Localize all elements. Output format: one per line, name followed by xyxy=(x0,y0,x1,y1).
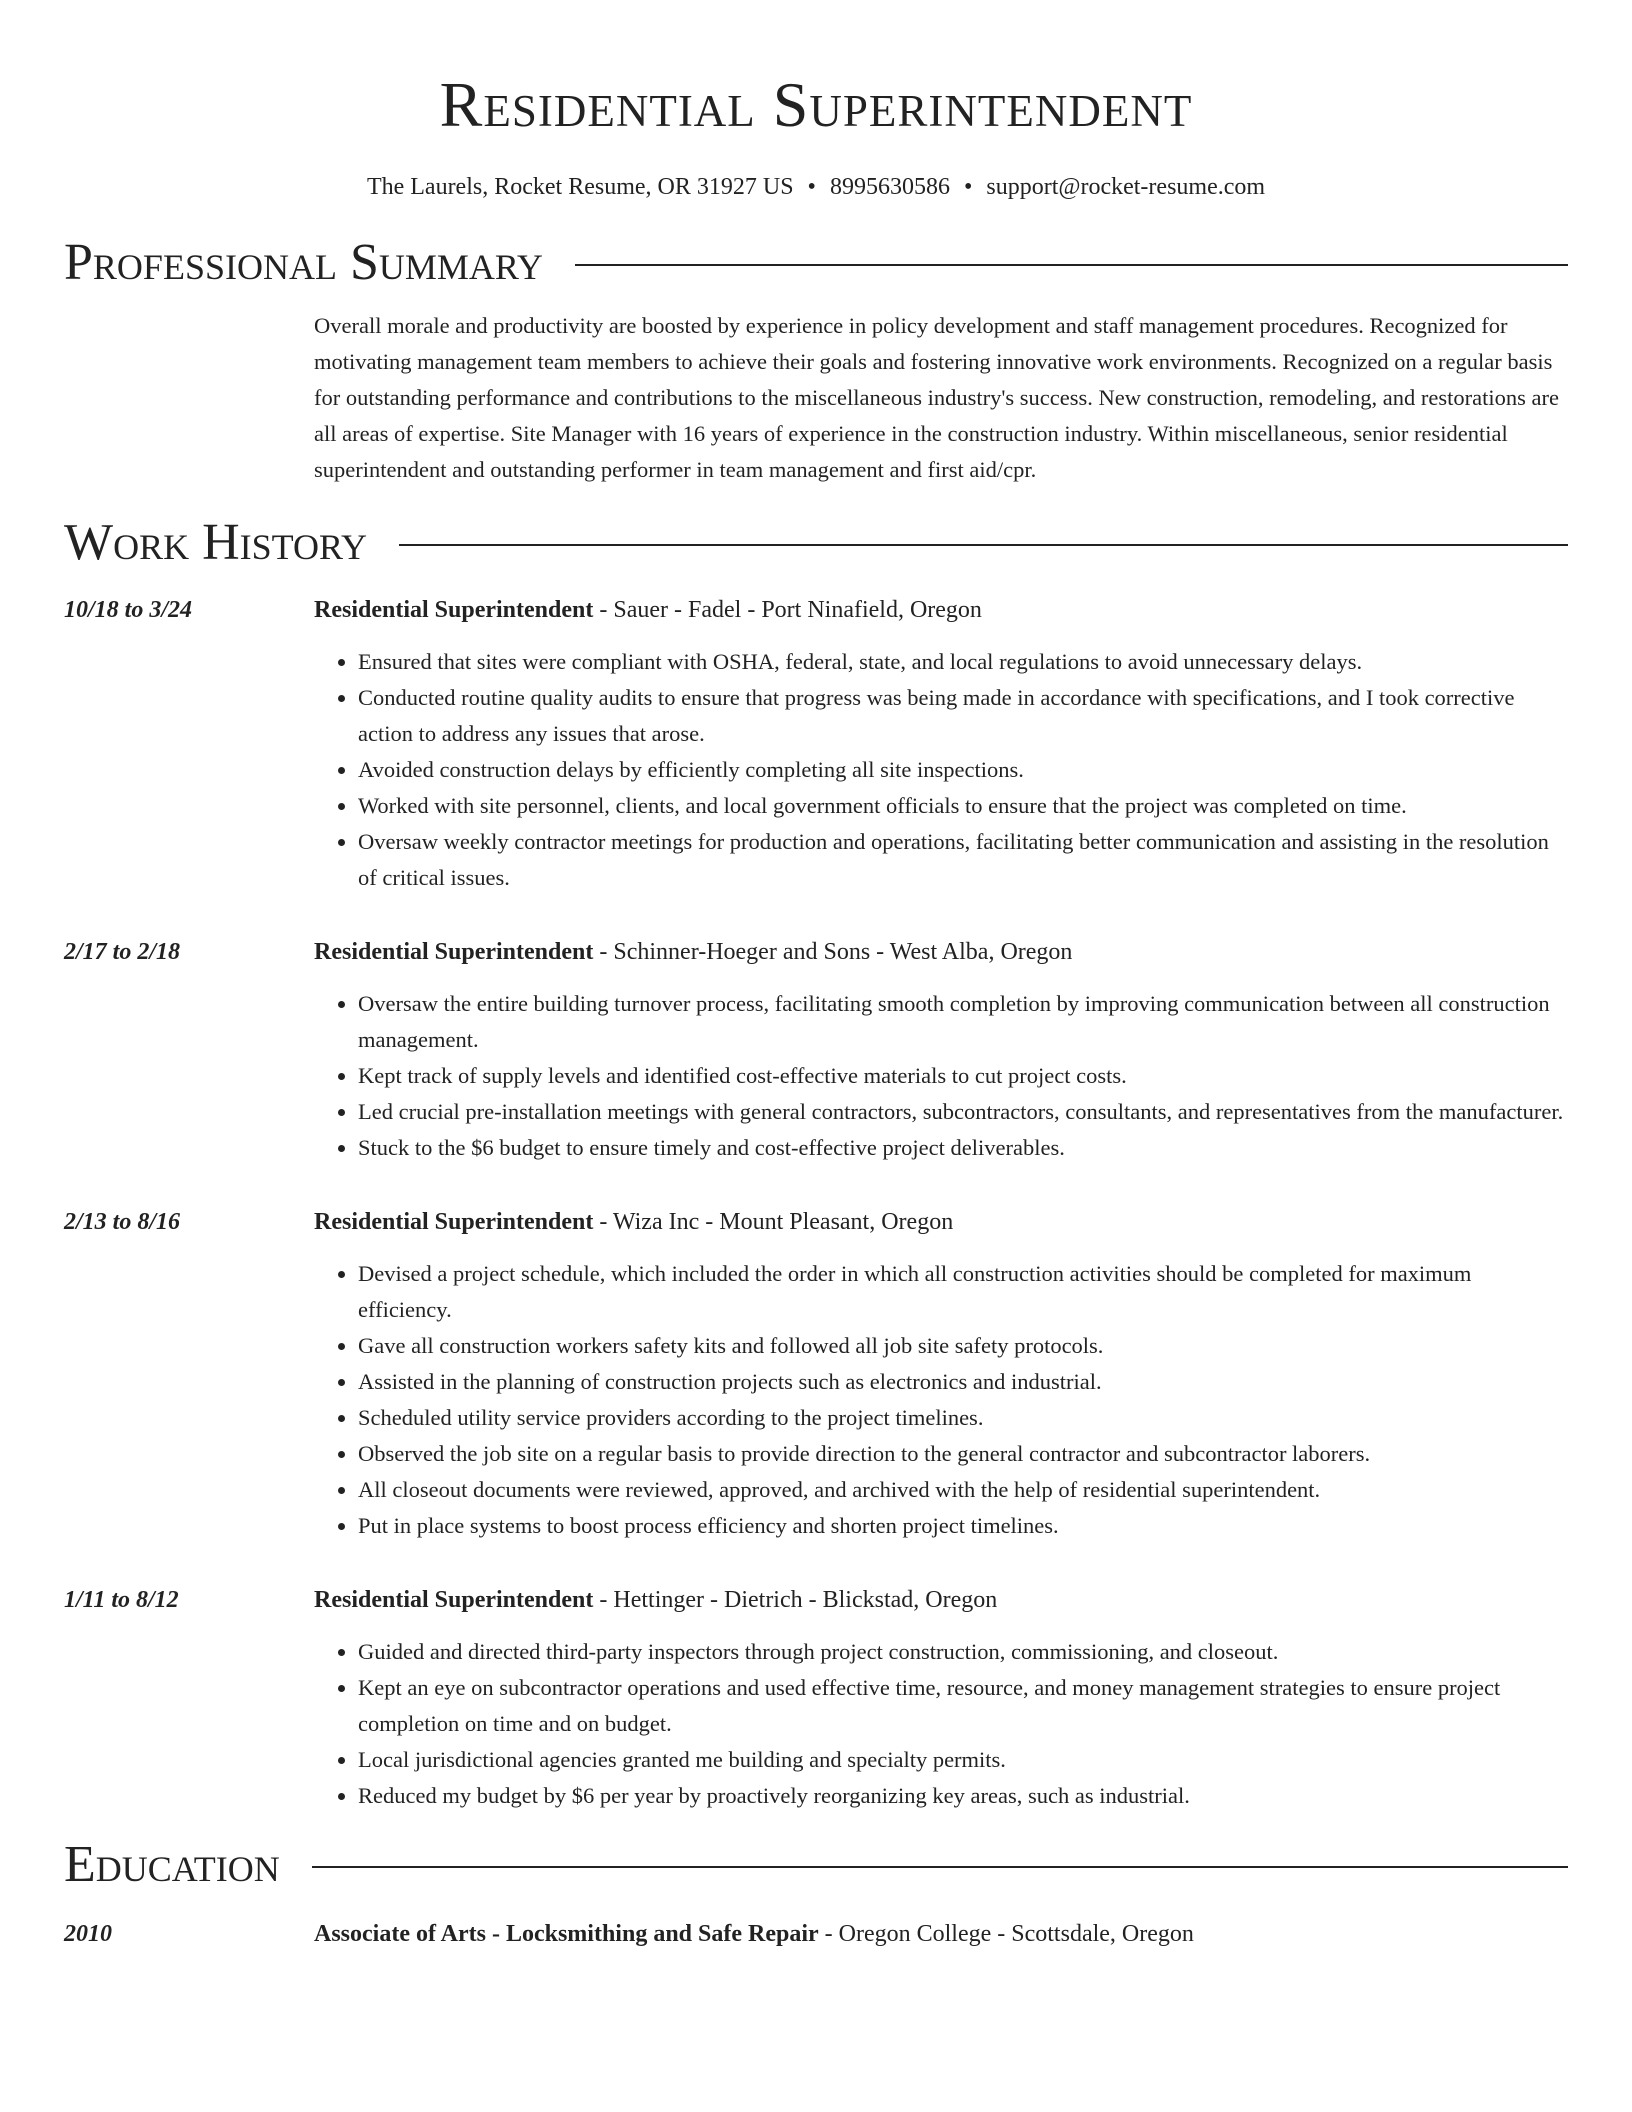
job-entry xyxy=(64,1582,1568,1814)
job-bullet: • Assisted in the planning of construction projects such as electronics and industrial. xyxy=(358,1364,1568,1400)
job-dates: 1/11 to 8/12 xyxy=(64,1587,179,1613)
job-role: Residential Superintendent xyxy=(314,1209,594,1235)
job-bullet: • Worked with site personnel, clients, and local government officials to ensure that the project was completed on time. xyxy=(358,788,1568,824)
job-bullet: • Oversaw weekly contractor meetings for production and operations, facilitating better communication and assisting in the resolution of critical issues. xyxy=(358,824,1568,896)
job-bullets xyxy=(314,1634,1568,1814)
job-body xyxy=(314,592,1568,896)
job-bullet: • Kept track of supply levels and identified cost-effective materials to cut project costs. xyxy=(358,1058,1568,1094)
contact-separator: • xyxy=(963,174,973,200)
job-headline xyxy=(314,592,1568,628)
job-bullets xyxy=(314,986,1568,1166)
job-bullet: • All closeout documents were reviewed, approved, and archived with the help of residential superintendent. xyxy=(358,1472,1568,1508)
job-bullet: • Kept an eye on subcontractor operations and used effective time, resource, and money management strategies to ensure project completion on time and on budget. xyxy=(358,1670,1568,1742)
education-year: 2010 xyxy=(64,1921,112,1947)
job-bullet: • Avoided construction delays by efficiently completing all site inspections. xyxy=(358,752,1568,788)
section-divider xyxy=(312,1866,1568,1868)
job-body xyxy=(314,934,1568,1166)
job-bullets xyxy=(314,1256,1568,1544)
job-details: - Schinner-Hoeger and Sons - West Alba, Oregon xyxy=(593,939,1073,965)
job-bullet: • Scheduled utility service providers according to the project timelines. xyxy=(358,1400,1568,1436)
address: The Laurels, Rocket Resume, OR 31927 US xyxy=(366,174,794,200)
job-role: Residential Superintendent xyxy=(314,1587,594,1613)
job-headline xyxy=(314,1582,1568,1618)
email: support@rocket-resume.com xyxy=(986,174,1266,200)
section-divider xyxy=(575,264,1568,266)
job-body xyxy=(314,1204,1568,1544)
job-details: - Hettinger - Dietrich - Blickstad, Oregon xyxy=(593,1587,998,1613)
job-bullet: • Stuck to the $6 budget to ensure timely and cost-effective project deliverables. xyxy=(358,1130,1568,1166)
job-bullet: • Ensured that sites were compliant with OSHA, federal, state, and local regulations to avoid unnecessary delays. xyxy=(358,644,1568,680)
job-entry xyxy=(64,1204,1568,1544)
education-entry xyxy=(64,1916,1568,1952)
contact-line xyxy=(64,172,1568,202)
work-history-list xyxy=(64,592,1568,1814)
job-headline xyxy=(314,1204,1568,1240)
job-role: Residential Superintendent xyxy=(314,939,594,965)
section-divider xyxy=(399,544,1568,546)
job-bullet: • Observed the job site on a regular basis to provide direction to the general contractor and subcontractor laborers. xyxy=(358,1436,1568,1472)
job-bullet: • Gave all construction workers safety kits and followed all job site safety protocols. xyxy=(358,1328,1568,1364)
education-details: - Oregon College - Scottsdale, Oregon xyxy=(818,1921,1194,1947)
phone: 8995630586 xyxy=(829,174,950,200)
summary-section-title: Professional Summary xyxy=(64,234,543,291)
job-bullet: • Devised a project schedule, which included the order in which all construction activities should be completed for maximum efficiency. xyxy=(358,1256,1568,1328)
candidate-name: Residential Superintendent xyxy=(439,69,1193,140)
job-bullet: • Conducted routine quality audits to ensure that progress was being made in accordance with specifications, and I took corrective action to address any issues that arose. xyxy=(358,680,1568,752)
job-dates: 2/13 to 8/16 xyxy=(64,1209,181,1235)
job-bullets xyxy=(314,644,1568,896)
job-dates: 2/17 to 2/18 xyxy=(64,939,181,965)
job-bullet: • Reduced my budget by $6 per year by proactively reorganizing key areas, such as industrial. xyxy=(358,1778,1568,1814)
job-entry xyxy=(64,934,1568,1166)
job-bullet: • Put in place systems to boost process efficiency and shorten project timelines. xyxy=(358,1508,1568,1544)
education-degree: Associate of Arts - Locksmithing and Safe Repair xyxy=(314,1921,819,1947)
education-section-title: Education xyxy=(64,1836,280,1893)
job-entry xyxy=(64,592,1568,896)
education-headline xyxy=(314,1916,1568,1952)
contact-separator: • xyxy=(807,174,816,200)
job-details: - Wiza Inc - Mount Pleasant, Oregon xyxy=(593,1209,954,1235)
summary-text: Overall morale and productivity are boosted by experience in policy development and staff management procedures. Recognized for motivating management team members to achieve their goals and fostering innovative work environments. Recognized on a regular basis for outstanding performance and contributions to the miscellaneous industry's success. New construction, remodeling, and restorations are all areas of expertise. Site Manager with 16 years of experience in the construction industry. Within miscellaneous, senior residential superintendent and outstanding performer in team management and first aid/cpr. xyxy=(314,313,1559,482)
job-role: Residential Superintendent xyxy=(314,597,594,623)
job-bullet: • Led crucial pre-installation meetings with general contractors, subcontractors, consultants, and representatives from the manufacturer. xyxy=(358,1094,1568,1130)
job-bullet: • Oversaw the entire building turnover process, facilitating smooth completion by improving communication between all construction management. xyxy=(358,986,1568,1058)
job-bullet: • Local jurisdictional agencies granted me building and specialty permits. xyxy=(358,1742,1568,1778)
job-bullet: • Guided and directed third-party inspectors through project construction, commissioning, and closeout. xyxy=(358,1634,1568,1670)
job-headline xyxy=(314,934,1568,970)
work-section-header xyxy=(64,512,1568,574)
education-section-header xyxy=(64,1834,1568,1896)
summary-section-header xyxy=(64,232,1568,294)
education-body xyxy=(314,1916,1568,1952)
work-section-title: Work History xyxy=(64,514,368,571)
job-details: - Sauer - Fadel - Port Ninafield, Oregon xyxy=(593,597,982,623)
job-dates: 10/18 to 3/24 xyxy=(64,597,193,623)
job-body xyxy=(314,1582,1568,1814)
